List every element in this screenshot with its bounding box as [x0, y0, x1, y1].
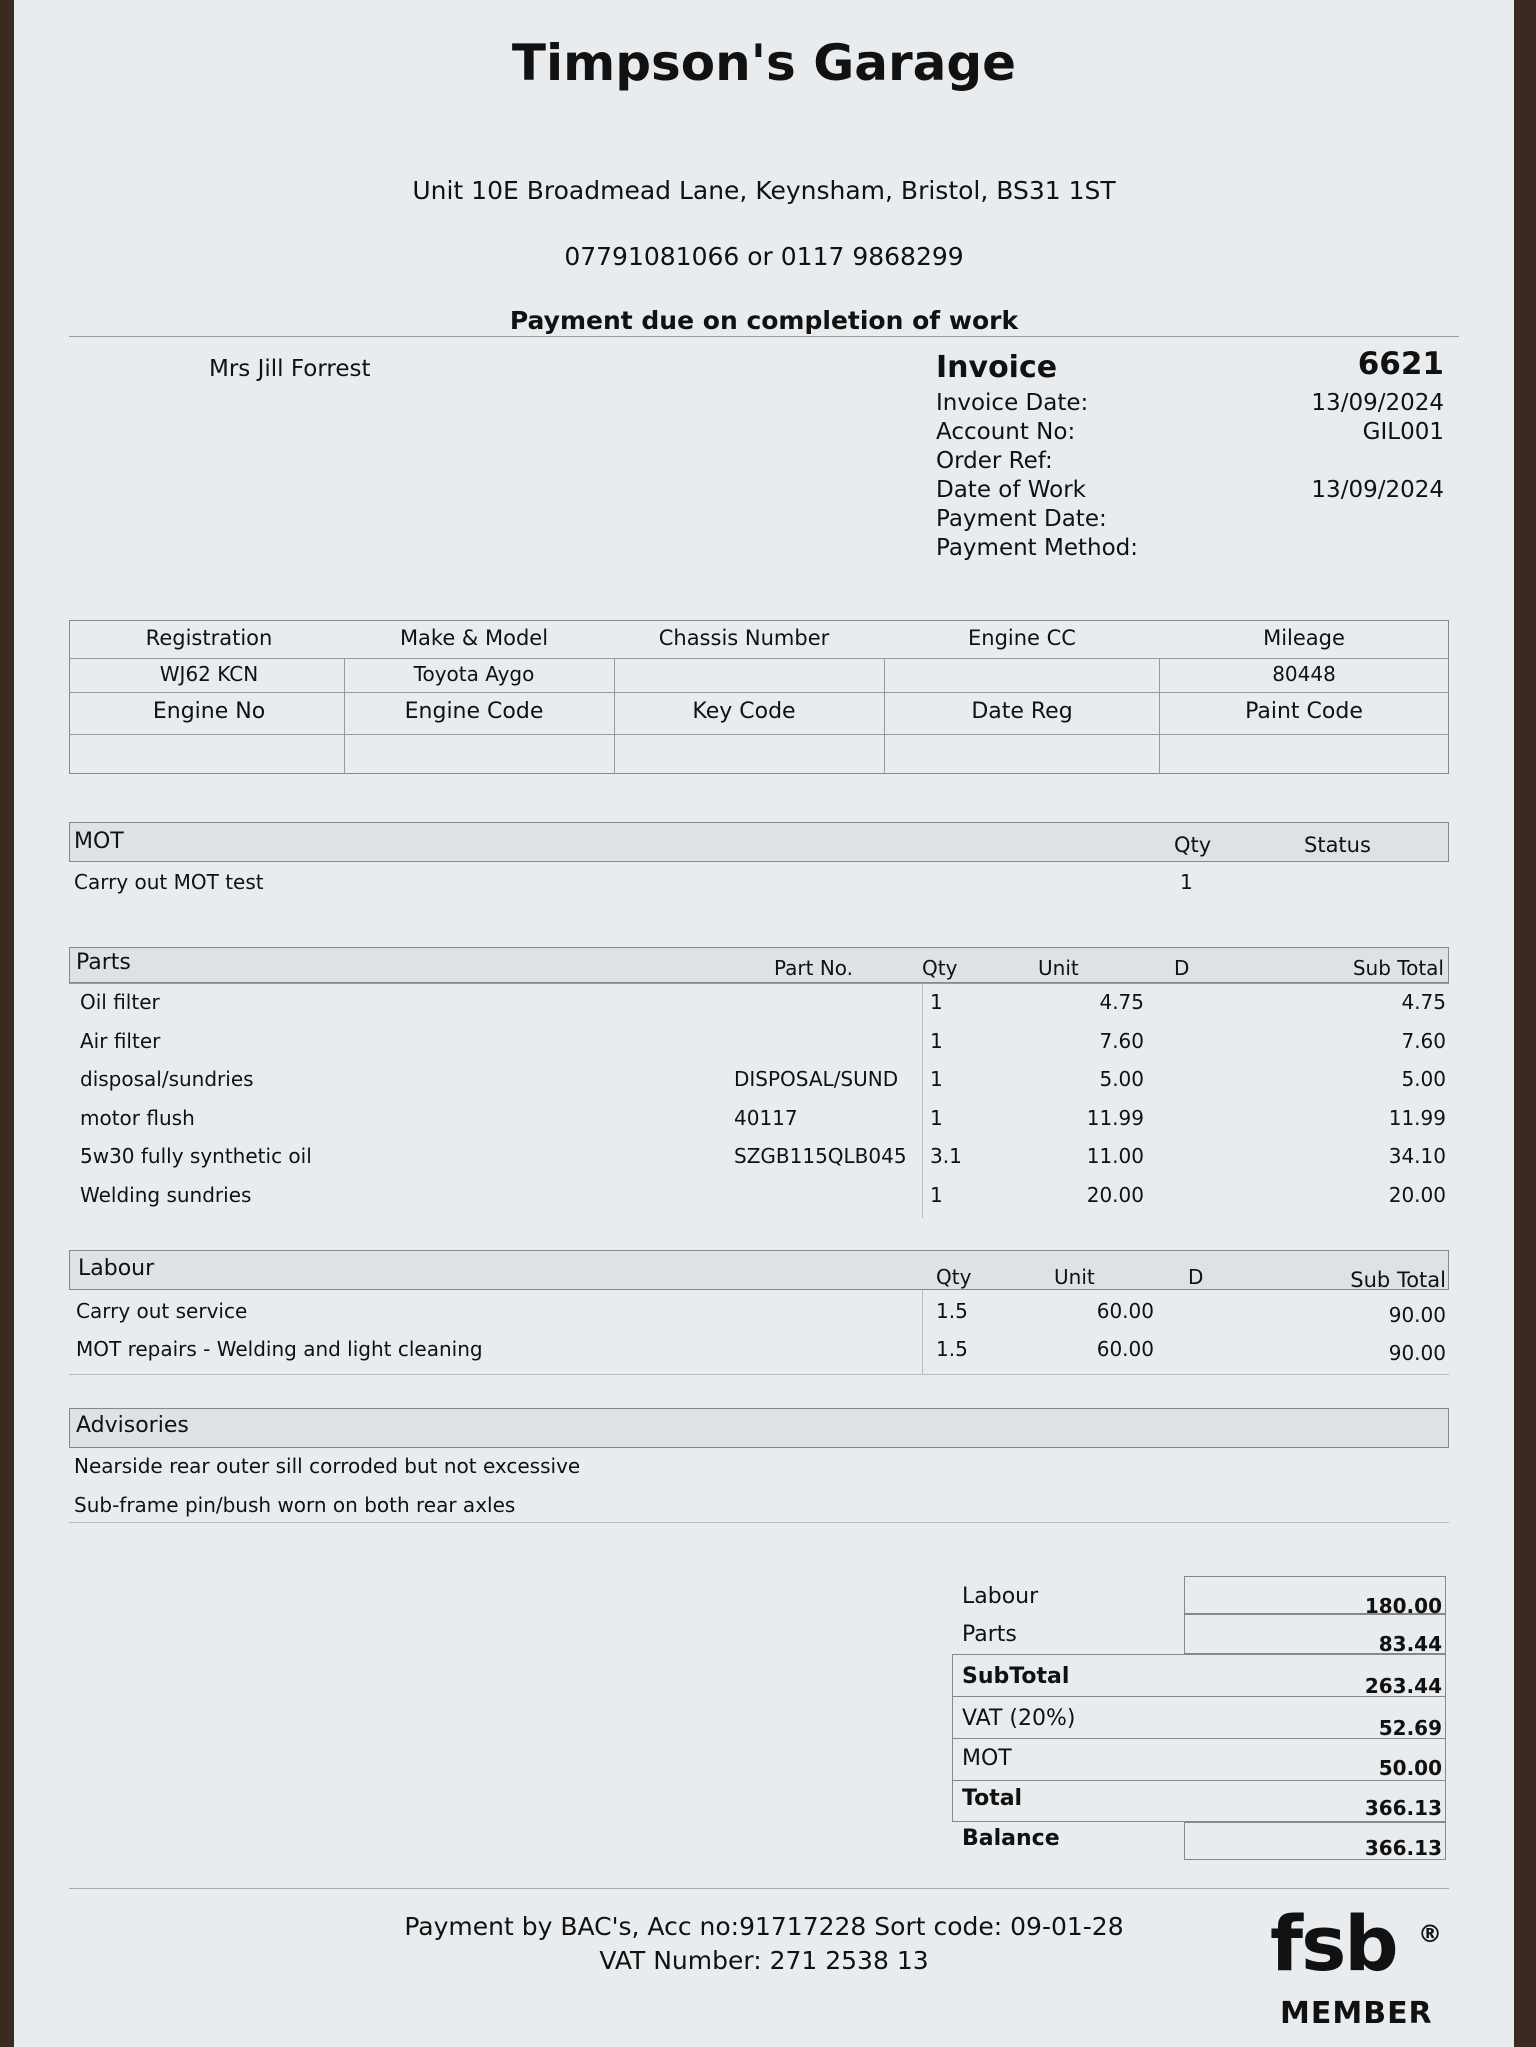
- labour-d-header: D: [1188, 1265, 1204, 1289]
- parts-title: Parts: [76, 950, 131, 975]
- totals-balance-value: 366.13: [1364, 1836, 1442, 1860]
- part-description: Oil filter: [80, 990, 160, 1014]
- part-qty: 1: [930, 1182, 943, 1207]
- bank-details: Payment by BAC's, Acc no:91717228 Sort code: 09-01-28: [404, 1912, 1124, 1941]
- totals-total-value: 366.13: [1364, 1796, 1442, 1820]
- totals-mot-label: MOT: [962, 1746, 1012, 1771]
- advisories-title: Advisories: [76, 1413, 189, 1438]
- part-qty: 1: [930, 1067, 943, 1091]
- invoice-field-value: 13/09/2024: [1311, 390, 1444, 416]
- mot-item-qty: 1: [1180, 870, 1193, 894]
- payment-terms: Payment due on completion of work: [509, 306, 1019, 335]
- mot-status-header: Status: [1304, 833, 1371, 857]
- invoice-field-label: Payment Method:: [936, 535, 1139, 561]
- part-subtotal: 4.75: [1401, 990, 1446, 1014]
- totals-balance-label: Balance: [962, 1826, 1060, 1851]
- totals-subtotal-value: 263.44: [1364, 1674, 1442, 1698]
- mot-title: MOT: [74, 829, 124, 854]
- part-subtotal: 11.99: [1388, 1105, 1446, 1130]
- fsb-logo-registered: ®: [1418, 1920, 1442, 1948]
- part-subtotal: 7.60: [1401, 1028, 1446, 1053]
- totals-labour-value: 180.00: [1364, 1594, 1442, 1618]
- part-description: 5w30 fully synthetic oil: [80, 1144, 312, 1168]
- garage-phone: 07791081066 or 0117 9868299: [564, 242, 964, 271]
- part-unit-price: 5.00: [1099, 1067, 1144, 1091]
- parts-subtotal-header: Sub Total: [1352, 956, 1444, 980]
- part-qty: 1: [930, 990, 943, 1014]
- labour-title: Labour: [78, 1256, 155, 1281]
- garage-name: Timpson's Garage: [511, 34, 1017, 92]
- labour-qty: 1.5: [936, 1299, 968, 1323]
- part-unit-price: 20.00: [1086, 1182, 1144, 1207]
- part-unit-price: 4.75: [1099, 990, 1144, 1014]
- advisories-header-bar: [69, 1408, 1449, 1448]
- invoice-field-label: Order Ref:: [936, 448, 1053, 474]
- vehicle-header: Engine Code: [404, 699, 544, 724]
- totals-mot-value: 50.00: [1378, 1756, 1442, 1780]
- part-subtotal: 34.10: [1388, 1144, 1446, 1168]
- part-qty: 1: [930, 1028, 943, 1053]
- part-unit-price: 7.60: [1099, 1028, 1144, 1053]
- part-number: DISPOSAL/SUND: [734, 1067, 899, 1091]
- part-number: 40117: [734, 1105, 798, 1130]
- vehicle-header: Make & Model: [399, 626, 549, 650]
- part-description: disposal/sundries: [80, 1067, 254, 1091]
- labour-unit-price: 60.00: [1096, 1337, 1154, 1361]
- advisory-item: Sub-frame pin/bush worn on both rear axles: [74, 1493, 516, 1517]
- invoice-page: [14, 0, 1514, 2047]
- vat-number: VAT Number: 271 2538 13: [599, 1946, 929, 1975]
- parts-d-header: D: [1174, 956, 1190, 980]
- labour-subtotal: 90.00: [1388, 1303, 1446, 1327]
- vehicle-header: Mileage: [1263, 626, 1345, 650]
- vehicle-header: Key Code: [692, 699, 796, 724]
- totals-parts-label: Parts: [962, 1622, 1017, 1647]
- parts-qty-header: Qty: [922, 956, 958, 980]
- vehicle-header: Date Reg: [971, 699, 1073, 724]
- totals-total-label: Total: [962, 1786, 1023, 1811]
- mot-qty-header: Qty: [1174, 833, 1212, 857]
- mot-header-bar: [69, 822, 1449, 862]
- parts-partno-header: Part No.: [774, 956, 854, 980]
- part-qty: 1: [930, 1105, 943, 1130]
- labour-description: MOT repairs - Welding and light cleaning: [76, 1337, 483, 1361]
- vehicle-value: WJ62 KCN: [159, 662, 259, 686]
- vehicle-value: Toyota Aygo: [413, 662, 535, 686]
- part-description: Welding sundries: [80, 1182, 252, 1207]
- customer-name: Mrs Jill Forrest: [209, 356, 371, 382]
- header-divider: [69, 336, 1459, 337]
- vehicle-header: Engine No: [152, 699, 266, 724]
- invoice-field-label: Date of Work: [936, 477, 1087, 503]
- part-number: SZGB115QLB045: [734, 1144, 907, 1168]
- labour-unit-header: Unit: [1054, 1265, 1095, 1289]
- vehicle-header: Chassis Number: [658, 626, 830, 650]
- vehicle-header: Engine CC: [968, 626, 1076, 650]
- labour-description: Carry out service: [76, 1299, 248, 1323]
- mot-item-description: Carry out MOT test: [74, 870, 264, 894]
- invoice-field-label: Invoice Date:: [936, 390, 1089, 416]
- totals-subtotal-label: SubTotal: [962, 1664, 1070, 1689]
- garage-address: Unit 10E Broadmead Lane, Keynsham, Bristol, BS31 1ST: [412, 176, 1116, 205]
- part-description: Air filter: [80, 1028, 161, 1053]
- invoice-field-label: Payment Date:: [936, 506, 1107, 532]
- parts-unit-header: Unit: [1038, 956, 1079, 980]
- vehicle-header: Paint Code: [1245, 699, 1363, 724]
- parts-header-bar: [69, 947, 1449, 983]
- labour-header-bar: [69, 1250, 1449, 1290]
- vehicle-header: Registration: [145, 626, 273, 650]
- advisory-item: Nearside rear outer sill corroded but not excessive: [74, 1454, 581, 1478]
- part-description: motor flush: [80, 1105, 195, 1130]
- totals-vat-label: VAT (20%): [962, 1706, 1076, 1731]
- totals-labour-label: Labour: [962, 1584, 1039, 1609]
- fsb-logo-text: fsb: [1270, 1899, 1397, 1988]
- part-subtotal: 20.00: [1388, 1182, 1446, 1207]
- invoice-field-value: GIL001: [1362, 419, 1444, 445]
- fsb-member-text: MEMBER: [1280, 1996, 1433, 2031]
- part-subtotal: 5.00: [1401, 1067, 1446, 1091]
- invoice-label: Invoice: [936, 350, 1058, 385]
- part-qty: 3.1: [930, 1144, 962, 1168]
- labour-unit-price: 60.00: [1096, 1299, 1154, 1323]
- vehicle-value: 80448: [1272, 662, 1336, 686]
- invoice-field-label: Account No:: [936, 419, 1076, 445]
- labour-subtotal: 90.00: [1388, 1341, 1446, 1365]
- labour-qty: 1.5: [936, 1337, 968, 1361]
- part-unit-price: 11.00: [1086, 1144, 1144, 1168]
- totals-parts-value: 83.44: [1378, 1632, 1442, 1656]
- part-unit-price: 11.99: [1086, 1105, 1144, 1130]
- labour-qty-header: Qty: [936, 1265, 972, 1289]
- totals-vat-value: 52.69: [1378, 1716, 1442, 1740]
- invoice-field-value: 13/09/2024: [1311, 477, 1444, 503]
- invoice-number: 6621: [1357, 346, 1444, 382]
- labour-subtotal-header: Sub Total: [1350, 1268, 1446, 1292]
